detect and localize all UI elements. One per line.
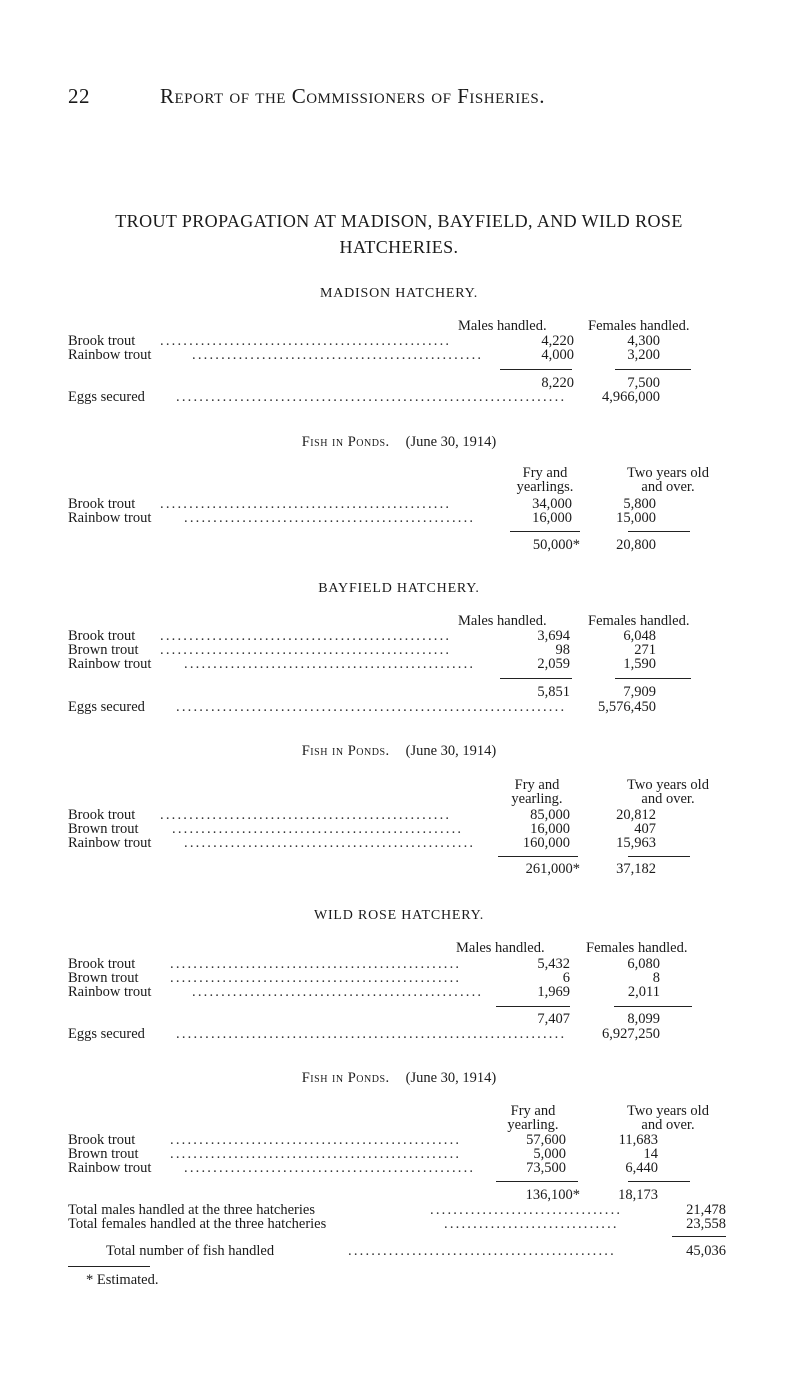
fry-value: 5,000 bbox=[533, 1146, 566, 1162]
females-value: 4,300 bbox=[627, 333, 660, 349]
two-years-value: 20,812 bbox=[616, 807, 656, 823]
fry-total: 50,000* bbox=[532, 537, 580, 553]
madison-ponds-title: Fish in Ponds. (June 30, 1914) bbox=[301, 434, 497, 450]
males-total: 8,220 bbox=[541, 375, 574, 391]
row-label: Rainbow trout bbox=[68, 984, 152, 1000]
madison-title: MADISON HATCHERY. bbox=[319, 286, 479, 301]
females-total: 7,909 bbox=[623, 684, 656, 700]
sum-rule bbox=[672, 1236, 726, 1237]
eggs-value: 5,576,450 bbox=[598, 699, 656, 715]
two-years-total: 18,173 bbox=[618, 1187, 658, 1203]
summary-value: 23,558 bbox=[686, 1216, 726, 1232]
bayfield-brook-row: Brook trout .................................................. 3,694 6,048 bbox=[68, 628, 656, 644]
males-value: 4,000 bbox=[541, 347, 574, 363]
sum-rule bbox=[614, 1006, 692, 1007]
sum-rule bbox=[628, 1181, 690, 1182]
row-label: Brown trout bbox=[68, 642, 139, 658]
row-label: Brown trout bbox=[68, 1146, 139, 1162]
summary-label: Total number of fish handled bbox=[106, 1243, 275, 1259]
row-label: Brook trout bbox=[68, 333, 136, 349]
footnote-rule bbox=[68, 1266, 150, 1267]
row-label: Eggs secured bbox=[68, 1026, 145, 1042]
males-header: Males handled. bbox=[456, 940, 545, 956]
two-years-header: Two years old and over. bbox=[627, 465, 709, 495]
males-value: 2,059 bbox=[537, 656, 570, 672]
two-years-value: 6,440 bbox=[625, 1160, 658, 1176]
total-females-row: Total females handled at the three hatcheries .............................. 23,558 bbox=[68, 1216, 726, 1232]
wildrose-ponds-rainbow-row: Rainbow trout .................................................. 73,500 6,440 bbox=[68, 1160, 658, 1176]
two-years-header: Two years old and over. bbox=[627, 777, 709, 807]
females-value: 3,200 bbox=[627, 347, 660, 363]
sum-rule bbox=[500, 678, 572, 679]
row-label: Rainbow trout bbox=[68, 835, 152, 851]
fry-header: Fry and yearling. bbox=[507, 1103, 559, 1133]
eggs-value: 6,927,250 bbox=[602, 1026, 660, 1042]
females-header: Females handled. bbox=[588, 613, 690, 629]
page-number: 22 bbox=[68, 84, 90, 108]
summary-value: 21,478 bbox=[686, 1202, 726, 1218]
bayfield-ponds-rainbow-row: Rainbow trout .................................................. 160,000 15,963 bbox=[68, 835, 656, 851]
females-value: 2,011 bbox=[627, 984, 660, 1000]
madison-ponds-totals-row bbox=[68, 538, 728, 553]
sum-rule bbox=[510, 531, 580, 532]
row-label: Brook trout bbox=[68, 1132, 136, 1148]
females-value: 1,590 bbox=[623, 656, 656, 672]
row-label: Rainbow trout bbox=[68, 656, 152, 672]
fry-value: 57,600 bbox=[526, 1132, 566, 1148]
madison-ponds-brook-row: Brook trout .................................................. 34,000 5,800 bbox=[68, 496, 656, 512]
wildrose-title: WILD ROSE HATCHERY. bbox=[313, 908, 485, 923]
males-value: 1,969 bbox=[537, 984, 570, 1000]
row-label: Brook trout bbox=[68, 496, 136, 512]
bayfield-rainbow-row: Rainbow trout .................................................. 2,059 1,590 bbox=[68, 656, 656, 672]
sum-rule bbox=[615, 369, 691, 370]
bayfield-ponds-brown-row: Brown trout .................................................. 16,000 407 bbox=[68, 821, 656, 837]
males-value: 3,694 bbox=[537, 628, 570, 644]
fry-value: 160,000 bbox=[522, 835, 570, 851]
females-value: 6,048 bbox=[623, 628, 656, 644]
males-value: 98 bbox=[555, 642, 570, 658]
fry-total: 261,000* bbox=[525, 861, 580, 877]
sum-rule bbox=[628, 531, 690, 532]
males-header: Males handled. bbox=[458, 318, 547, 334]
row-label: Eggs secured bbox=[68, 699, 145, 715]
females-total: 7,500 bbox=[627, 375, 660, 391]
bayfield-brown-row: Brown trout .................................................. 98 271 bbox=[68, 642, 656, 658]
footnote: * Estimated. bbox=[86, 1272, 159, 1288]
total-males-row: Total males handled at the three hatcheries ................................. 21,478 bbox=[68, 1202, 726, 1218]
bayfield-ponds-brook-row: Brook trout .................................................. 85,000 20,812 bbox=[68, 807, 656, 823]
females-value: 271 bbox=[634, 642, 656, 658]
sum-rule bbox=[500, 369, 572, 370]
fry-value: 73,500 bbox=[526, 1160, 566, 1176]
males-value: 5,432 bbox=[537, 956, 570, 972]
bayfield-ponds-totals-row bbox=[68, 862, 728, 877]
females-header: Females handled. bbox=[588, 318, 690, 334]
eggs-value: 4,966,000 bbox=[602, 389, 660, 405]
females-total: 8,099 bbox=[627, 1011, 660, 1027]
summary-label: Total females handled at the three hatcheries bbox=[68, 1216, 327, 1232]
wildrose-brown-row: Brown trout .................................................. 6 8 bbox=[68, 970, 660, 986]
row-label: Rainbow trout bbox=[68, 1160, 152, 1176]
bayfield-title: BAYFIELD HATCHERY. bbox=[318, 581, 480, 596]
fry-value: 34,000 bbox=[532, 496, 572, 512]
two-years-value: 14 bbox=[643, 1146, 658, 1162]
madison-brook-row: Brook trout .................................................. 4,220 4,300 bbox=[68, 333, 660, 349]
bayfield-ponds-title: Fish in Ponds. (June 30, 1914) bbox=[301, 743, 497, 759]
summary-label: Total males handled at the three hatcheries bbox=[68, 1202, 315, 1218]
males-header: Males handled. bbox=[458, 613, 547, 629]
row-label: Brook trout bbox=[68, 628, 136, 644]
males-value: 4,220 bbox=[541, 333, 574, 349]
madison-ponds-rainbow-row: Rainbow trout .................................................. 16,000 15,000 bbox=[68, 510, 656, 526]
row-label: Rainbow trout bbox=[68, 510, 152, 526]
row-label: Brook trout bbox=[68, 807, 136, 823]
two-years-header: Two years old and over. bbox=[627, 1103, 709, 1133]
wildrose-ponds-brown-row: Brown trout .................................................. 5,000 14 bbox=[68, 1146, 658, 1162]
sum-rule bbox=[496, 1181, 578, 1182]
madison-eggs-row: Eggs secured ................................................................... 4,966,000 bbox=[68, 389, 660, 405]
wildrose-totals-row bbox=[68, 1012, 728, 1027]
males-total: 7,407 bbox=[537, 1011, 570, 1027]
bayfield-totals-row bbox=[68, 685, 728, 700]
two-years-value: 5,800 bbox=[623, 496, 656, 512]
two-years-value: 15,000 bbox=[616, 510, 656, 526]
sum-rule bbox=[496, 1006, 570, 1007]
row-label: Brook trout bbox=[68, 956, 136, 972]
wildrose-brook-row: Brook trout .................................................. 5,432 6,080 bbox=[68, 956, 660, 972]
row-label: Eggs secured bbox=[68, 389, 145, 405]
fry-header: Fry and yearling. bbox=[511, 777, 563, 807]
wildrose-ponds-totals-row bbox=[68, 1188, 728, 1203]
two-years-value: 11,683 bbox=[618, 1132, 658, 1148]
wildrose-eggs-row: Eggs secured ................................................................... 6,927,250 bbox=[68, 1026, 660, 1042]
fry-value: 16,000 bbox=[532, 510, 572, 526]
wildrose-ponds-title: Fish in Ponds. (June 30, 1914) bbox=[301, 1070, 497, 1086]
two-years-value: 407 bbox=[634, 821, 656, 837]
sum-rule bbox=[498, 856, 578, 857]
running-title: Report of the Commissioners of Fisheries. bbox=[160, 84, 545, 108]
grand-total-row: Total number of fish handled .............................................. 45,036 bbox=[106, 1243, 726, 1259]
madison-rainbow-row: Rainbow trout .................................................. 4,000 3,200 bbox=[68, 347, 660, 363]
males-total: 5,851 bbox=[537, 684, 570, 700]
main-title: TROUT PROPAGATION AT MADISON, BAYFIELD, AND WILD ROSE HATCHERIES. bbox=[115, 211, 683, 257]
two-years-total: 20,800 bbox=[616, 537, 656, 553]
fry-value: 16,000 bbox=[530, 821, 570, 837]
females-header: Females handled. bbox=[586, 940, 688, 956]
males-value: 6 bbox=[562, 970, 570, 986]
two-years-total: 37,182 bbox=[616, 861, 656, 877]
summary-value: 45,036 bbox=[686, 1243, 726, 1259]
fry-total: 136,100* bbox=[525, 1187, 580, 1203]
sum-rule bbox=[615, 678, 691, 679]
bayfield-eggs-row: Eggs secured ................................................................... 5,576,450 bbox=[68, 699, 656, 715]
row-label: Brown trout bbox=[68, 970, 139, 986]
two-years-value: 15,963 bbox=[616, 835, 656, 851]
fry-header: Fry and yearlings. bbox=[516, 465, 574, 495]
females-value: 6,080 bbox=[627, 956, 660, 972]
wildrose-rainbow-row: Rainbow trout .................................................. 1,969 2,011 bbox=[68, 984, 660, 1000]
fry-value: 85,000 bbox=[530, 807, 570, 823]
row-label: Brown trout bbox=[68, 821, 139, 837]
row-label: Rainbow trout bbox=[68, 347, 152, 363]
wildrose-ponds-brook-row: Brook trout .................................................. 57,600 11,683 bbox=[68, 1132, 658, 1148]
sum-rule bbox=[628, 856, 690, 857]
females-value: 8 bbox=[652, 970, 660, 986]
